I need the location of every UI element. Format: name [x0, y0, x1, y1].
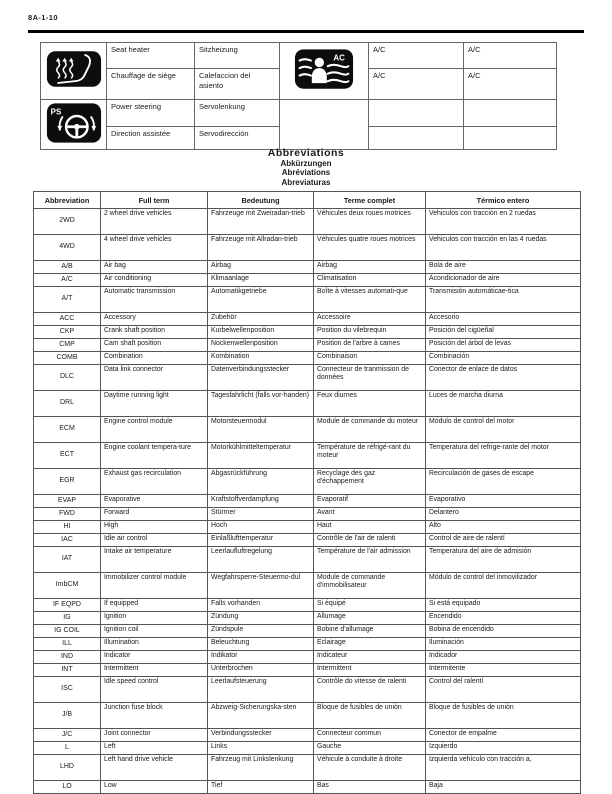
term-cell: Airbag — [314, 261, 426, 274]
legend-cell: A/C — [464, 69, 557, 100]
term-cell: Bloque de fusibles de unión — [314, 703, 426, 729]
table-row — [34, 534, 581, 547]
term-cell: Intermittent — [314, 664, 426, 677]
term-cell: Air conditioning — [101, 274, 208, 287]
term-cell: Hoch — [208, 521, 314, 534]
abbreviation-cell: 2WD — [34, 209, 101, 235]
term-cell: Izquierdo — [426, 742, 581, 755]
table-row — [34, 352, 581, 365]
table-row — [34, 469, 581, 495]
term-cell: Kombination — [208, 352, 314, 365]
term-cell: Kraftstoffverdampfung — [208, 495, 314, 508]
legend-cell: Calefaccion del asiento — [195, 69, 280, 100]
column-header: Abbreviation — [34, 192, 101, 209]
term-cell: Luces de marcha diurna — [426, 391, 581, 417]
legend-cell: A/C — [369, 69, 464, 100]
heading-subtitle-de: Abkürzungen — [280, 159, 332, 168]
term-cell: Bola de aire — [426, 261, 581, 274]
abbreviation-cell: IF EQPD — [34, 599, 101, 612]
term-cell: Température de l'air admission — [314, 547, 426, 573]
term-cell: Accesorio — [426, 313, 581, 326]
term-cell: Immobilizer control module — [101, 573, 208, 599]
term-cell: Verbindungsstecker — [208, 729, 314, 742]
abbreviation-cell: EVAP — [34, 495, 101, 508]
table-row — [34, 599, 581, 612]
term-cell: Intermittent — [101, 664, 208, 677]
term-cell: Izquierda vehículo con tracción a, — [426, 755, 581, 781]
table-row — [34, 664, 581, 677]
abbreviation-cell: HI — [34, 521, 101, 534]
table-row — [34, 274, 581, 287]
term-cell: Left hand drive vehicle — [101, 755, 208, 781]
term-cell: Control del ralentí — [426, 677, 581, 703]
table-row — [34, 755, 581, 781]
term-cell: Data link connector — [101, 365, 208, 391]
term-cell: Joint connector — [101, 729, 208, 742]
term-cell: Motorkühlmitteltemperatur — [208, 443, 314, 469]
column-header: Térmico entero — [426, 192, 581, 209]
term-cell: Junction fuse block — [101, 703, 208, 729]
term-cell: Eclairage — [314, 638, 426, 651]
term-cell: Zündung — [208, 612, 314, 625]
term-cell: Position de l'arbre à cames — [314, 339, 426, 352]
term-cell: Recyclage des gaz d'échappement — [314, 469, 426, 495]
abbreviation-cell: CMP — [34, 339, 101, 352]
ac-icon — [280, 43, 369, 100]
term-cell: Stürmer — [208, 508, 314, 521]
column-header: Full term — [101, 192, 208, 209]
term-cell: Position du vilebrequin — [314, 326, 426, 339]
legend-cell — [369, 100, 464, 127]
term-cell: Delantero — [426, 508, 581, 521]
term-cell: Module de commande d'immobilisateur — [314, 573, 426, 599]
term-cell: Falls vorhanden — [208, 599, 314, 612]
term-cell: Véhicules quatre roues motrices — [314, 235, 426, 261]
term-cell: Véhicules deux roues motrices — [314, 209, 426, 235]
term-cell: Allumage — [314, 612, 426, 625]
page-heading — [0, 147, 612, 187]
table-row — [34, 313, 581, 326]
term-cell: Contrôle do vitesse de ralenti — [314, 677, 426, 703]
term-cell: Accessory — [101, 313, 208, 326]
heading-subtitle-es: Abreviaturas — [281, 177, 331, 187]
term-cell: Leerlaufluftregelung — [208, 547, 314, 573]
abbreviation-cell: LO — [34, 781, 101, 794]
term-cell: Connecteur de tranmission de données — [314, 365, 426, 391]
term-cell: Indicateur — [314, 651, 426, 664]
table-row — [34, 677, 581, 703]
table-row — [34, 573, 581, 599]
legend-cell: A/C — [464, 43, 557, 69]
term-cell: Tief — [208, 781, 314, 794]
abbreviation-cell: IAT — [34, 547, 101, 573]
term-cell: Tagesfahrlicht (falls vor-handen) — [208, 391, 314, 417]
term-cell: Module de commande du moteur — [314, 417, 426, 443]
term-cell: Evaporatif — [314, 495, 426, 508]
term-cell: Abgasrückführung — [208, 469, 314, 495]
term-cell: Si está equipado — [426, 599, 581, 612]
table-row — [34, 521, 581, 534]
legend-cell: Seat heater — [107, 43, 195, 69]
abbreviation-cell: A/T — [34, 287, 101, 313]
abbreviation-cell: DLC — [34, 365, 101, 391]
term-cell: Low — [101, 781, 208, 794]
term-cell: Intake air temperature — [101, 547, 208, 573]
abbreviation-cell: A/B — [34, 261, 101, 274]
legend-cell: A/C — [369, 43, 464, 69]
legend-cell: Power steering — [107, 100, 195, 127]
abbreviation-cell: L — [34, 742, 101, 755]
svg-text:PS: PS — [50, 107, 61, 117]
column-header: Terme complet — [314, 192, 426, 209]
svg-text:AC: AC — [333, 54, 345, 63]
term-cell: Véhicule à conduite à droite — [314, 755, 426, 781]
abbreviation-cell: IAC — [34, 534, 101, 547]
page-number: 8A-1-10 — [28, 13, 58, 22]
term-cell: Vehiculos con tracción en las 4 ruedas — [426, 235, 581, 261]
legend-table — [40, 42, 557, 150]
table-row — [34, 742, 581, 755]
term-cell: Si équipé — [314, 599, 426, 612]
legend-cell: Servolenkung — [195, 100, 280, 127]
abbreviation-cell: EGR — [34, 469, 101, 495]
term-cell: Exhaust gas recirculation — [101, 469, 208, 495]
legend-empty-icon-cell — [280, 100, 369, 150]
abbreviation-cell: FWD — [34, 508, 101, 521]
abbreviation-cell: ISC — [34, 677, 101, 703]
term-cell: Leerlaufsteuerung — [208, 677, 314, 703]
term-cell: Bloque de fusibles de unión — [426, 703, 581, 729]
term-cell: Bobine d'allumage — [314, 625, 426, 638]
term-cell: Idle air control — [101, 534, 208, 547]
term-cell: Conector de empalme — [426, 729, 581, 742]
table-row — [34, 287, 581, 313]
term-cell: Temperatura del aire de admisión — [426, 547, 581, 573]
abbreviation-cell: 4WD — [34, 235, 101, 261]
abbreviation-cell: J/C — [34, 729, 101, 742]
term-cell: Conector de enlace de datos — [426, 365, 581, 391]
term-cell: Módulo de control del motor — [426, 417, 581, 443]
abbreviation-cell: INT — [34, 664, 101, 677]
term-cell: Nockenwellenposition — [208, 339, 314, 352]
term-cell: Automatikgetriebe — [208, 287, 314, 313]
term-cell: Air bag — [101, 261, 208, 274]
abbreviation-cell: A/C — [34, 274, 101, 287]
term-cell: Links — [208, 742, 314, 755]
term-cell: Automatic transmission — [101, 287, 208, 313]
table-row — [34, 703, 581, 729]
term-cell: Vehiculos con tracción en 2 ruedas — [426, 209, 581, 235]
term-cell: Klimaanlage — [208, 274, 314, 287]
term-cell: Boîte à vitesses automati-que — [314, 287, 426, 313]
abbreviation-cell: LHD — [34, 755, 101, 781]
abbreviation-cell: CKP — [34, 326, 101, 339]
table-row — [34, 443, 581, 469]
term-cell: Temperatura del refrige-rante del motor — [426, 443, 581, 469]
term-cell: Beleuchtung — [208, 638, 314, 651]
term-cell: Acondicionador de aire — [426, 274, 581, 287]
term-cell: Iluminación — [426, 638, 581, 651]
term-cell: Fahrzeuge mit Allradan-trieb — [208, 235, 314, 261]
abbreviation-cell: IG — [34, 612, 101, 625]
term-cell: Motorsteuermodul — [208, 417, 314, 443]
table-row — [34, 625, 581, 638]
term-cell: Evaporativo — [426, 495, 581, 508]
term-cell: Haut — [314, 521, 426, 534]
term-cell: Contrôle de l'air de ralenti — [314, 534, 426, 547]
term-cell: Fahrzeug mit Linkslenkung — [208, 755, 314, 781]
term-cell: Gauche — [314, 742, 426, 755]
table-row — [34, 417, 581, 443]
term-cell: Engine coolant tempera-ture — [101, 443, 208, 469]
term-cell: Recirculación de gases de escape — [426, 469, 581, 495]
abbreviation-cell: J/B — [34, 703, 101, 729]
heading-subtitle-fr: Abréviations — [281, 168, 331, 178]
power-steering-icon — [41, 100, 107, 150]
term-cell: Connecteur commun — [314, 729, 426, 742]
term-cell: Abzweig-Sicherungska-sten — [208, 703, 314, 729]
table-row — [34, 339, 581, 352]
term-cell: Bobina de encendido — [426, 625, 581, 638]
term-cell: Avant — [314, 508, 426, 521]
term-cell: Daytime running light — [101, 391, 208, 417]
term-cell: High — [101, 521, 208, 534]
term-cell: Einlaßlufttemperatur — [208, 534, 314, 547]
abbreviation-cell: COMB — [34, 352, 101, 365]
abbreviation-cell: ImbCM — [34, 573, 101, 599]
term-cell: Posición del cigüeñal — [426, 326, 581, 339]
term-cell: Combinaison — [314, 352, 426, 365]
table-row — [34, 729, 581, 742]
term-cell: Zubehör — [208, 313, 314, 326]
term-cell: Datenverbindungsstecker — [208, 365, 314, 391]
abbreviation-cell: IG COIL — [34, 625, 101, 638]
table-row — [34, 235, 581, 261]
term-cell: Evaporative — [101, 495, 208, 508]
legend-cell: Servodirección — [195, 127, 280, 150]
table-row — [34, 261, 581, 274]
term-cell: Airbag — [208, 261, 314, 274]
term-cell: Transmisión automáticae-tica — [426, 287, 581, 313]
term-cell: Intermitente — [426, 664, 581, 677]
legend-cell: Direction assistée — [107, 127, 195, 150]
abbreviations-table — [33, 191, 581, 794]
term-cell: Bas — [314, 781, 426, 794]
table-row — [34, 651, 581, 664]
abbreviation-cell: ECM — [34, 417, 101, 443]
legend-cell — [464, 100, 557, 127]
table-row — [34, 495, 581, 508]
term-cell: Left — [101, 742, 208, 755]
term-cell: Baja — [426, 781, 581, 794]
term-cell: Cam shaft position — [101, 339, 208, 352]
term-cell: Módulo de control del inmovilizador — [426, 573, 581, 599]
seat-heater-icon — [41, 43, 107, 100]
abbreviation-cell: DRL — [34, 391, 101, 417]
term-cell: Indicator — [101, 651, 208, 664]
header-rule — [28, 30, 584, 33]
term-cell: Encendido — [426, 612, 581, 625]
term-cell: Indikator — [208, 651, 314, 664]
term-cell: Posición del árbol de levas — [426, 339, 581, 352]
term-cell: Forward — [101, 508, 208, 521]
term-cell: Idle speed control — [101, 677, 208, 703]
term-cell: Fahrzeuge mit Zweiradan-trieb — [208, 209, 314, 235]
term-cell: Climatisation — [314, 274, 426, 287]
term-cell: Illumination — [101, 638, 208, 651]
legend-cell: Sitzheizung — [195, 43, 280, 69]
table-row — [34, 326, 581, 339]
heading-title: Abbreviations — [267, 147, 345, 159]
term-cell: Control de aire de ralentí — [426, 534, 581, 547]
table-row — [34, 209, 581, 235]
term-cell: Ignition coil — [101, 625, 208, 638]
abbreviation-cell: IND — [34, 651, 101, 664]
term-cell: Température de réfrigé-rant du moteur — [314, 443, 426, 469]
term-cell: Feux diurnes — [314, 391, 426, 417]
term-cell: Accessoire — [314, 313, 426, 326]
term-cell: Indicador — [426, 651, 581, 664]
term-cell: Wegfahrsperre-Steuermo-dul — [208, 573, 314, 599]
term-cell: Ignition — [101, 612, 208, 625]
table-row — [34, 612, 581, 625]
term-cell: Alto — [426, 521, 581, 534]
term-cell: If equipped — [101, 599, 208, 612]
table-row — [34, 365, 581, 391]
term-cell: 2 wheel drive vehicles — [101, 209, 208, 235]
table-row — [34, 638, 581, 651]
term-cell: Engine control module — [101, 417, 208, 443]
term-cell: 4 wheel drive vehicles — [101, 235, 208, 261]
table-row — [34, 391, 581, 417]
table-row — [34, 547, 581, 573]
term-cell: Zündspule — [208, 625, 314, 638]
term-cell: Unterbrochen — [208, 664, 314, 677]
abbreviation-cell: ILL — [34, 638, 101, 651]
column-header: Bedeutung — [208, 192, 314, 209]
term-cell: Combinación — [426, 352, 581, 365]
abbreviation-cell: ECT — [34, 443, 101, 469]
term-cell: Kurbelwellenposition — [208, 326, 314, 339]
table-row — [34, 508, 581, 521]
term-cell: Combination — [101, 352, 208, 365]
abbreviation-cell: ACC — [34, 313, 101, 326]
legend-cell: Chauffage de siège — [107, 69, 195, 100]
term-cell: Crank shaft position — [101, 326, 208, 339]
abbreviations-table-header — [34, 192, 581, 209]
